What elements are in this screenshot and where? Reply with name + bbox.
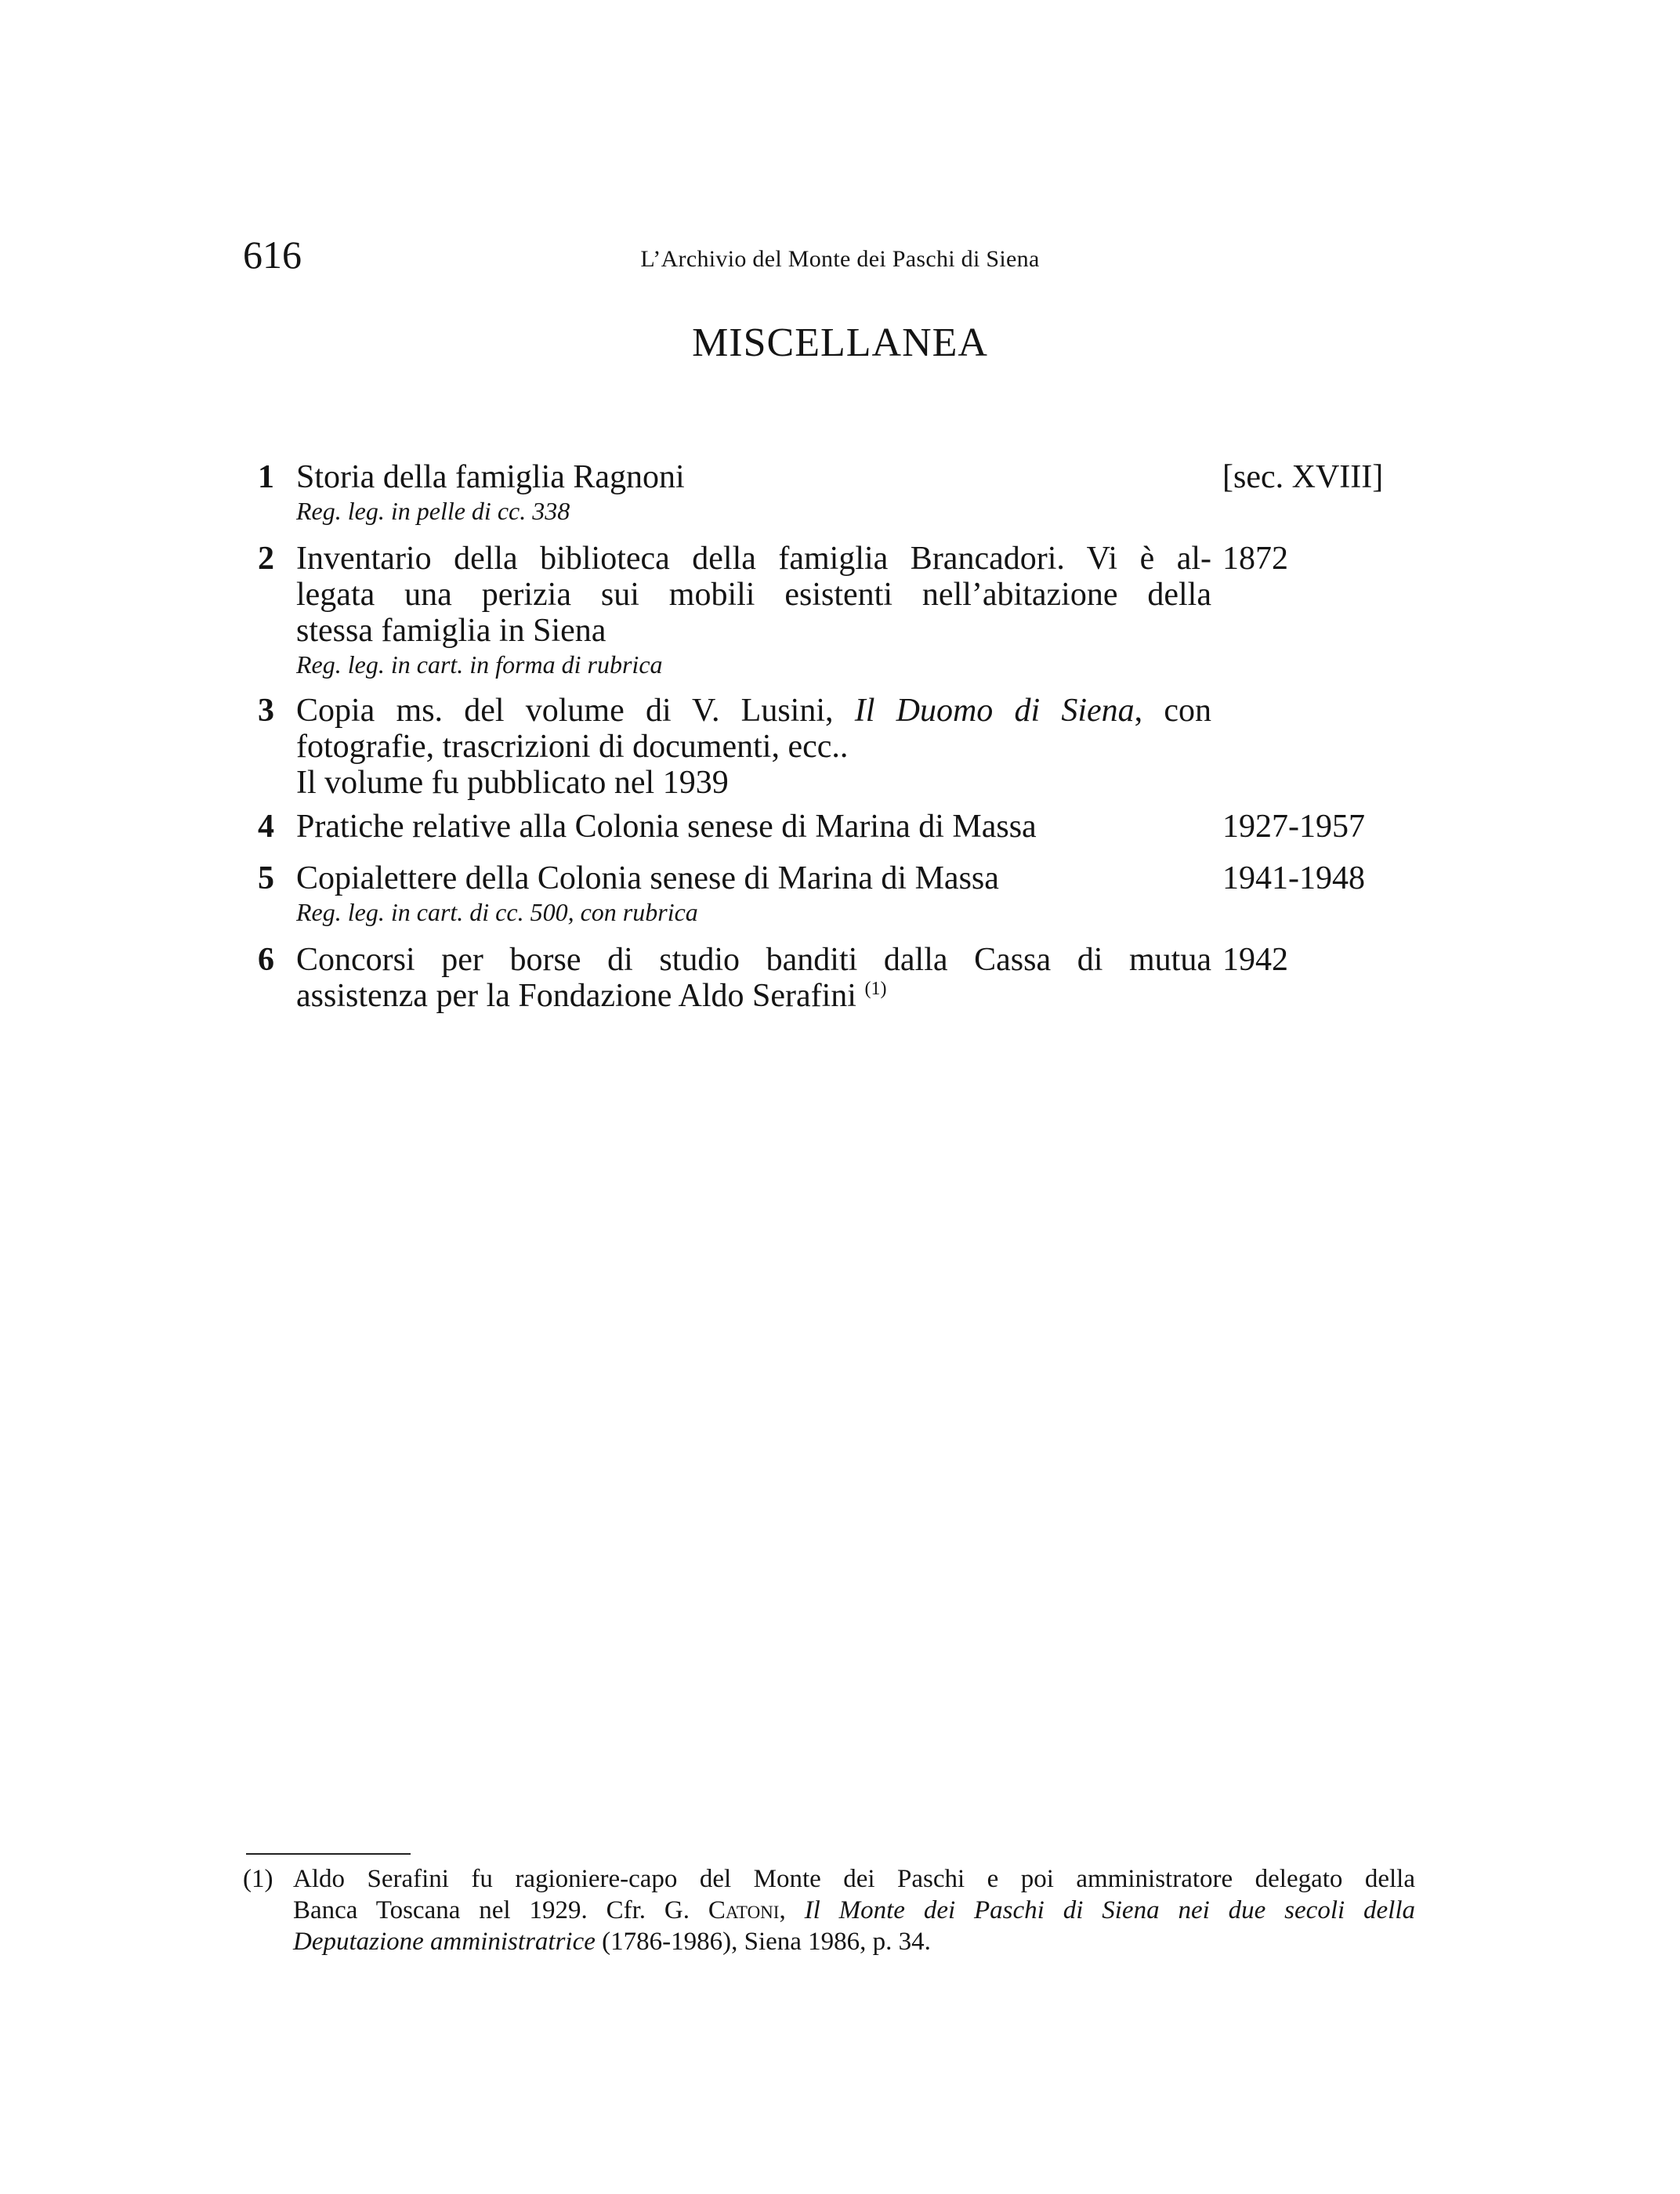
footnote-line (293, 1895, 1415, 1926)
entry-date: [sec. XVIII] (1222, 459, 1384, 495)
entry-number: 3 (258, 693, 274, 729)
entry-description-line: legata una perizia sui mobili esistenti nell’abitazione della (296, 577, 1211, 613)
footnote-text-run: (1786-1986), Siena 1986, p. 34. (602, 1928, 931, 1956)
entry-description-line: fotografie, trascrizioni di documenti, ecc.. (296, 729, 849, 765)
entry-description: Pratiche relative alla Colonia senese di Marina di Massa (296, 809, 1037, 845)
footnote-line: Aldo Serafini fu ragioniere-capo del Monte dei Paschi e poi amministratore delegato della (293, 1865, 1415, 1893)
entry-body (296, 942, 1211, 1014)
entry-title-italic: Il Duomo di Siena (854, 693, 1135, 729)
footnote-author: Catoni (708, 1896, 780, 1924)
entry-description: Copialettere della Colonia senese di Marina di Massa (296, 860, 999, 896)
footnote-line (293, 1926, 1415, 1957)
entry-number: 2 (258, 541, 274, 577)
entry-description-line: stessa famiglia in Siena (296, 613, 606, 649)
physical-description: Reg. leg. in pelle di cc. 338 (296, 497, 570, 525)
footnote (243, 1863, 1415, 1957)
entry-description-line: Inventario della biblioteca della famiglia Brancadori. Vi è al- (296, 541, 1211, 577)
page-number: 616 (243, 233, 302, 277)
footnote-text (293, 1863, 1415, 1957)
physical-description: Reg. leg. in cart. in forma di rubrica (296, 650, 663, 679)
entry-number: 6 (258, 942, 274, 978)
footnote-separator (246, 1853, 411, 1855)
entry-date: 1941-1948 (1222, 860, 1365, 896)
entry-description-line (296, 693, 1211, 729)
entry-description-line (296, 978, 1211, 1014)
footnote-title-italic: Deputazione amministratrice (293, 1928, 596, 1956)
entry-number: 4 (258, 809, 274, 845)
entry-text: assistenza per la Fondazione Aldo Serafini (296, 978, 856, 1014)
footnote-marker: (1) (243, 1865, 273, 1893)
entry-body (296, 541, 1211, 680)
running-head: L’Archivio del Monte dei Paschi di Siena (640, 246, 1040, 272)
entry-body (296, 860, 1211, 928)
entry-body (296, 809, 1211, 845)
entry-number: 1 (258, 459, 274, 495)
entry-text: , con (1134, 693, 1212, 729)
footnote-title-italic: Il Monte dei Paschi di Siena nei due secoli della (804, 1896, 1416, 1924)
entry-description-line: Concorsi per borse di studio banditi dalla Cassa di mutua (296, 942, 1211, 978)
entry-description-line: Il volume fu pubblicato nel 1939 (296, 765, 729, 801)
footnote-text-run: Banca Toscana nel 1929. Cfr. G. (293, 1896, 690, 1924)
entry-date: 1942 (1222, 942, 1288, 978)
entry-description: Storia della famiglia Ragnoni (296, 459, 685, 495)
entry-number: 5 (258, 860, 274, 896)
entry-date: 1872 (1222, 541, 1288, 577)
section-title: MISCELLANEA (692, 320, 988, 365)
entry-date: 1927-1957 (1222, 809, 1365, 845)
footnote-reference[interactable]: (1) (864, 979, 887, 999)
footnote-text-run: , (779, 1896, 786, 1924)
physical-description: Reg. leg. in cart. di cc. 500, con rubrica (296, 898, 698, 926)
entry-body (296, 459, 1211, 527)
entry-text: Copia ms. del volume di V. Lusini, (296, 693, 834, 729)
entry-body (296, 693, 1211, 801)
